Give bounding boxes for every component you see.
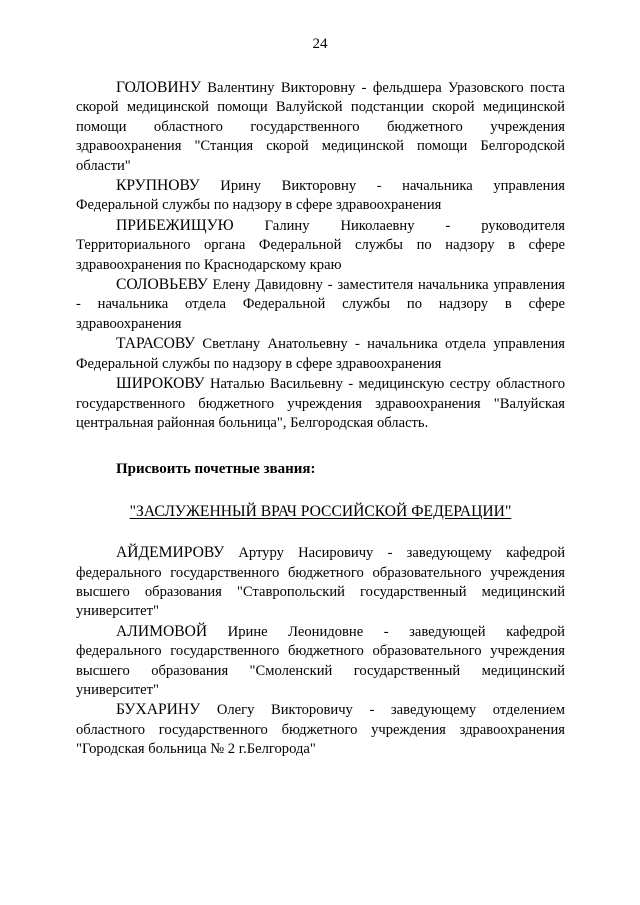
recipient-details: Ирине Леонидовне - заведующей кафедрой федерального государственного бюджетного образовательного учреждения высшего образования "Смоленский государственный медицинский университет" xyxy=(76,623,565,698)
document-body xyxy=(76,78,565,760)
award-entry xyxy=(76,622,565,701)
award-list-section-1 xyxy=(76,78,565,433)
award-entry xyxy=(76,78,565,176)
section-heading: Присвоить почетные звания: xyxy=(116,461,316,478)
recipient-surname: ПРИБЕЖИЩУЮ xyxy=(116,216,234,234)
award-title xyxy=(76,502,565,521)
award-entry xyxy=(76,700,565,759)
recipient-details: Артуру Насировичу - заведующему кафедрой федерального государственного бюджетного образовательного учреждения высшего образования "Ставропольский государственный медицинский университет" xyxy=(76,545,565,620)
award-entry xyxy=(76,334,565,374)
recipient-details: Галину Николаевну - руководителя Территориального органа Федеральной службы по надзору в сфере здравоохранения по Краснодарскому краю xyxy=(76,217,565,273)
recipient-surname: АЙДЕМИРОВУ xyxy=(116,544,225,562)
recipient-surname: ТАРАСОВУ xyxy=(116,335,196,353)
recipient-surname: КРУПНОВУ xyxy=(116,177,200,195)
award-entry xyxy=(76,374,565,433)
recipient-surname: ГОЛОВИНУ xyxy=(116,79,201,96)
recipient-surname: ШИРОКОВУ xyxy=(116,375,205,393)
award-entry xyxy=(76,216,565,275)
recipient-details: Ирину Викторовну - начальника управления Федеральной службы по надзору в сфере здравоохранения xyxy=(76,178,565,214)
recipient-details: Светлану Анатольевну - начальника отдела управления Федеральной службы по надзору в сфере здравоохранения xyxy=(76,336,565,372)
recipient-surname: АЛИМОВОЙ xyxy=(116,622,208,640)
page-number: 24 xyxy=(312,36,328,52)
award-list-section-2 xyxy=(76,543,565,759)
recipient-surname: СОЛОВЬЕВУ xyxy=(116,276,208,294)
award-title-text: "ЗАСЛУЖЕННЫЙ ВРАЧ РОССИЙСКОЙ ФЕДЕРАЦИИ" xyxy=(129,502,512,520)
recipient-details: Наталью Васильевну - медицинскую сестру областного государственного бюджетного учреждения здравоохранения "Валуйская центральная районная больница", Белгородская область. xyxy=(76,376,565,431)
award-entry xyxy=(76,176,565,216)
award-entry xyxy=(76,275,565,334)
recipient-details: Елену Давидовну - заместителя начальника управления - начальника отдела Федеральной службы по надзору в сфере здравоохранения xyxy=(76,277,565,332)
recipient-surname: БУХАРИНУ xyxy=(116,701,201,719)
recipient-details: Олегу Викторовичу - заведующему отделением областного государственного бюджетного учреждения здравоохранения "Городская больница № 2 г.Белгорода" xyxy=(76,702,565,758)
recipient-details: Валентину Викторовну - фельдшера Уразовского поста скорой медицинской помощи Валуйской подстанции скорой медицинской помощи областного государственного бюджетного учреждения здравоохранения "Станция скорой медицинской помощи Белгородской области" xyxy=(76,80,565,174)
award-entry xyxy=(76,543,565,622)
